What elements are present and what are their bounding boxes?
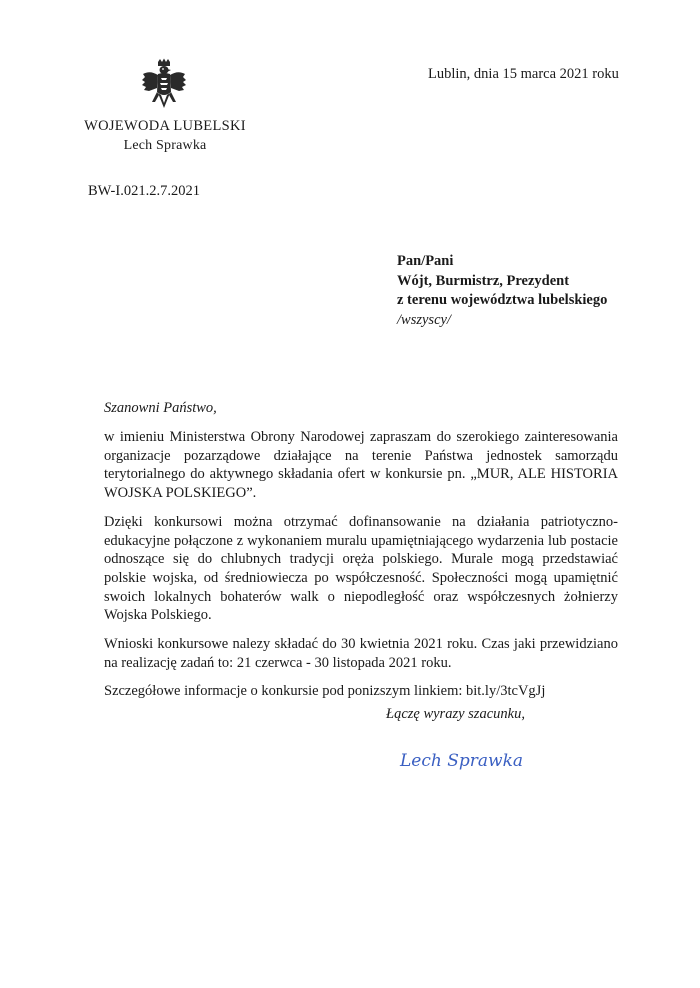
addressee-block (397, 252, 607, 330)
reference-number: BW-I.021.2.7.2021 (88, 183, 200, 199)
letter-body (104, 428, 618, 701)
paragraph-link: Szczegółowe informacje o konkursie pod ponizszym linkiem: bit.ly/3tcVgJj (104, 683, 546, 700)
closing: Łączę wyrazy szacunku, (386, 706, 525, 722)
eagle-emblem-icon (140, 58, 188, 118)
addressee-line-2: Wójt, Burmistrz, Prezydent (397, 272, 570, 289)
issuer-name: Lech Sprawka (123, 138, 207, 153)
issuer-block (80, 116, 250, 156)
addressee-line-3: z terenu województwa lubelskiego (397, 292, 608, 308)
addressee-note: /wszyscy/ (397, 311, 451, 328)
salutation: Szanowni Państwo, (104, 400, 217, 416)
handwritten-signature (398, 744, 548, 774)
issuer-title: WOJEWODA LUBELSKI (84, 118, 246, 134)
paragraph-deadline: Wnioski konkursowe nalezy składać do 30 kwietnia 2021 roku. Czas jaki przewidziano na realizację zadań to: 21 czerwca - 30 listopada 2021 roku. (104, 636, 618, 671)
place-date: Lublin, dnia 15 marca 2021 roku (428, 66, 619, 82)
signature-text: Lech Sprawka (400, 751, 524, 771)
paragraph-invitation: w imieniu Ministerstwa Obrony Narodowej zapraszam do szerokiego zainteresowania organizacje pozarządowe działające na terenie Państwa jednostek samorządu terytorialnego do aktywnego składania ofert w konkursie pn. „MUR, ALE HISTORIA WOJSKA POLSKIEGO”. (104, 429, 618, 502)
addressee-line-1: Pan/Pani (397, 253, 454, 269)
paragraph-description: Dzięki konkursowi można otrzymać dofinansowanie na działania patriotyczno-edukacyjne połączone z wykonaniem muralu upamiętniającego wydarzenia lub postacie odnoszące się do chlubnych tradycji oręża polskiego. Murale mogą przedstawiać polskie wojska, od średniowiecza po współczesność. Społeczności mogą upamiętnić swoich lokalnych bohaterów walk o niepodległość oraz współczesnych żołnierzy Wojska Polskiego. (104, 513, 618, 624)
